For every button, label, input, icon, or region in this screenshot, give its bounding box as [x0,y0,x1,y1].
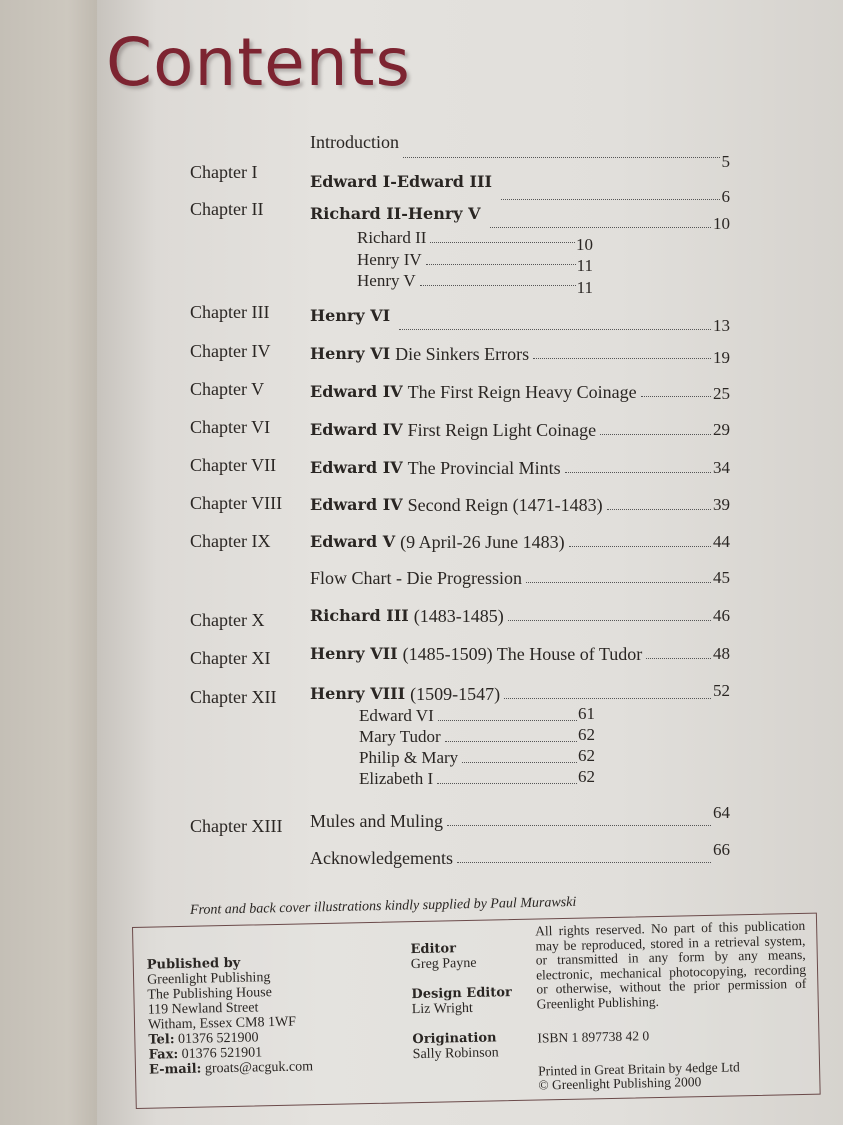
leader-dots [445,741,577,742]
leader-dots [399,329,711,330]
page-number: 10 [576,235,593,254]
leader-dots [504,698,711,699]
page-title: Contents [106,24,411,101]
toc-subentry [359,727,595,747]
chapter-label: Chapter I [190,162,258,182]
subentry-text: Elizabeth I [359,769,434,788]
leader-dots [501,199,720,200]
entry-bold-title: Edward IV [310,420,403,439]
entry-bold-title: Henry VIII [310,684,406,703]
address-line: 119 Newland Street [147,1000,259,1018]
leader-dots [403,157,720,158]
entry-text: (1483-1485) [413,606,504,626]
entry-bold-title: Richard III [310,606,409,625]
leader-dots [420,285,576,286]
chapter-label: Chapter VI [190,417,271,437]
entry-text: Flow Chart - Die Progression [310,568,522,588]
toc-entry [310,681,730,704]
toc-entry [310,344,730,367]
leader-dots [508,620,711,621]
entry-text: The Provincial Mints [407,458,561,478]
page-number: 61 [578,704,595,723]
page-number: 64 [713,803,730,822]
leader-dots [641,396,711,397]
toc-entry [310,382,730,402]
toc-entry [310,420,730,440]
page-number: 45 [713,568,730,587]
page-number: 66 [713,840,730,859]
entry-text: Die Sinkers Errors [395,344,530,364]
entry-bold-title: Henry VI [310,306,391,325]
entry-text: Introduction [310,132,399,152]
chapter-label: Chapter X [190,610,265,630]
isbn: ISBN 1 897738 42 0 [537,1028,650,1046]
chapter-label: Chapter IX [190,531,271,551]
page-number: 11 [576,278,593,297]
toc-entry [310,172,730,206]
printer-info: Printed in Great Britain by 4edge Ltd [537,1058,740,1079]
cover-credit: Front and back cover illustrations kindly supplied by Paul Murawski [189,894,577,918]
subentry-text: Henry V [357,271,416,290]
page-number: 19 [713,348,730,367]
chapter-label: Chapter XIII [190,816,283,836]
entry-bold-title: Edward IV [310,495,403,514]
leader-dots [607,509,711,510]
chapter-label: Chapter V [190,379,265,399]
entry-text: Acknowledgements [310,848,453,868]
publisher-name: Greenlight Publishing [146,970,271,988]
page-number: 5 [721,152,730,171]
leader-dots [430,242,575,243]
publisher-heading: Published by [146,955,241,973]
leader-dots [646,658,711,659]
toc-entry [310,532,730,552]
toc-entry [310,803,730,831]
toc-subentry [359,769,595,789]
chapter-label: Chapter XI [190,648,271,668]
subentry-text: Edward VI [359,706,434,725]
leader-dots [447,825,711,826]
leader-dots [457,862,711,863]
entry-text: Mules and Muling [310,811,443,831]
page-number: 11 [576,256,593,275]
rights-notice: All rights reserved. No part of this publication may be reproduced, stored in a retrieval system, or transmitted in any form by any means, electronic, mechanical photocopying, recording or otherwise, without the prior permission of Greenlight Publishing. [535,917,807,1012]
chapter-label: Chapter VIII [190,493,283,513]
page-number: 29 [713,420,730,439]
fax: Fax: 01376 521901 [148,1045,263,1063]
email: E-mail: groats@acguk.com [148,1059,314,1078]
subentry-text: Mary Tudor [359,727,441,746]
entry-text: First Reign Light Coinage [407,420,597,440]
chapter-label: Chapter VII [190,455,277,475]
page-number: 44 [713,532,730,551]
chapter-label: Chapter XII [190,687,277,707]
entry-text: (1509-1547) [410,684,501,704]
entry-bold-title: Richard II-Henry V [310,204,481,223]
toc-subentry [357,250,593,275]
leader-dots [600,434,711,435]
toc-entry [310,204,730,233]
subentry-text: Richard II [357,228,427,247]
toc-subentry [357,228,593,254]
publisher-box [132,913,821,1109]
chapter-label: Chapter III [190,302,270,322]
toc-entry [310,458,730,478]
book-gutter [0,0,97,1125]
leader-dots [569,546,711,547]
page-number: 13 [713,316,730,335]
toc-entry [310,840,730,868]
telephone: Tel: 01376 521900 [148,1030,259,1048]
page-number: 62 [578,746,595,765]
page-number: 6 [721,187,730,206]
page-number: 62 [578,767,595,786]
entry-bold-title: Edward IV [310,458,403,477]
leader-dots [438,720,577,721]
leader-dots [462,762,577,763]
page-number: 48 [713,644,730,663]
entry-text: (1485-1509) The House of Tudor [402,644,643,664]
entry-text: Second Reign (1471-1483) [407,495,603,515]
page-number: 10 [713,214,730,233]
leader-dots [426,264,576,265]
page-number: 39 [713,495,730,514]
staff-design-editor: Design Editor Liz Wright [411,985,512,1018]
entry-bold-title: Edward I-Edward III [310,172,492,191]
toc-entry [310,495,730,515]
staff-editor: Editor Greg Payne [410,941,477,973]
page-number: 62 [578,725,595,744]
publisher-info [147,954,314,1077]
staff-credits [410,940,513,1077]
subentry-text: Philip & Mary [359,748,459,767]
toc-entry [310,132,730,171]
toc-entry [310,606,730,626]
address-line: The Publishing House [147,985,273,1003]
leader-dots [533,358,711,359]
toc-subentry [357,271,593,297]
chapter-label: Chapter IV [190,341,271,361]
toc-subentry [359,748,595,768]
address-line: Witham, Essex CM8 1WF [147,1014,297,1033]
entry-text: (9 April-26 June 1483) [400,532,565,552]
leader-dots [437,783,577,784]
toc-subentry [359,706,595,726]
page-number: 46 [713,606,730,625]
toc-entry [310,306,730,335]
subentry-text: Henry IV [357,250,422,269]
copyright: © Greenlight Publishing 2000 [538,1074,702,1093]
entry-text: The First Reign Heavy Coinage [407,382,637,402]
entry-bold-title: Henry VI [310,344,391,363]
entry-bold-title: Henry VII [310,644,398,663]
entry-bold-title: Edward V [310,532,396,551]
staff-origination: Origination Sally Robinson [412,1030,499,1063]
page-number: 34 [713,458,730,477]
toc-entry [310,568,730,588]
toc-entry [310,644,730,664]
rights-info [535,919,808,1093]
page-number: 52 [713,681,730,700]
page-number: 25 [713,384,730,403]
chapter-label: Chapter II [190,199,264,219]
leader-dots [526,582,711,583]
entry-bold-title: Edward IV [310,382,403,401]
leader-dots [565,472,711,473]
